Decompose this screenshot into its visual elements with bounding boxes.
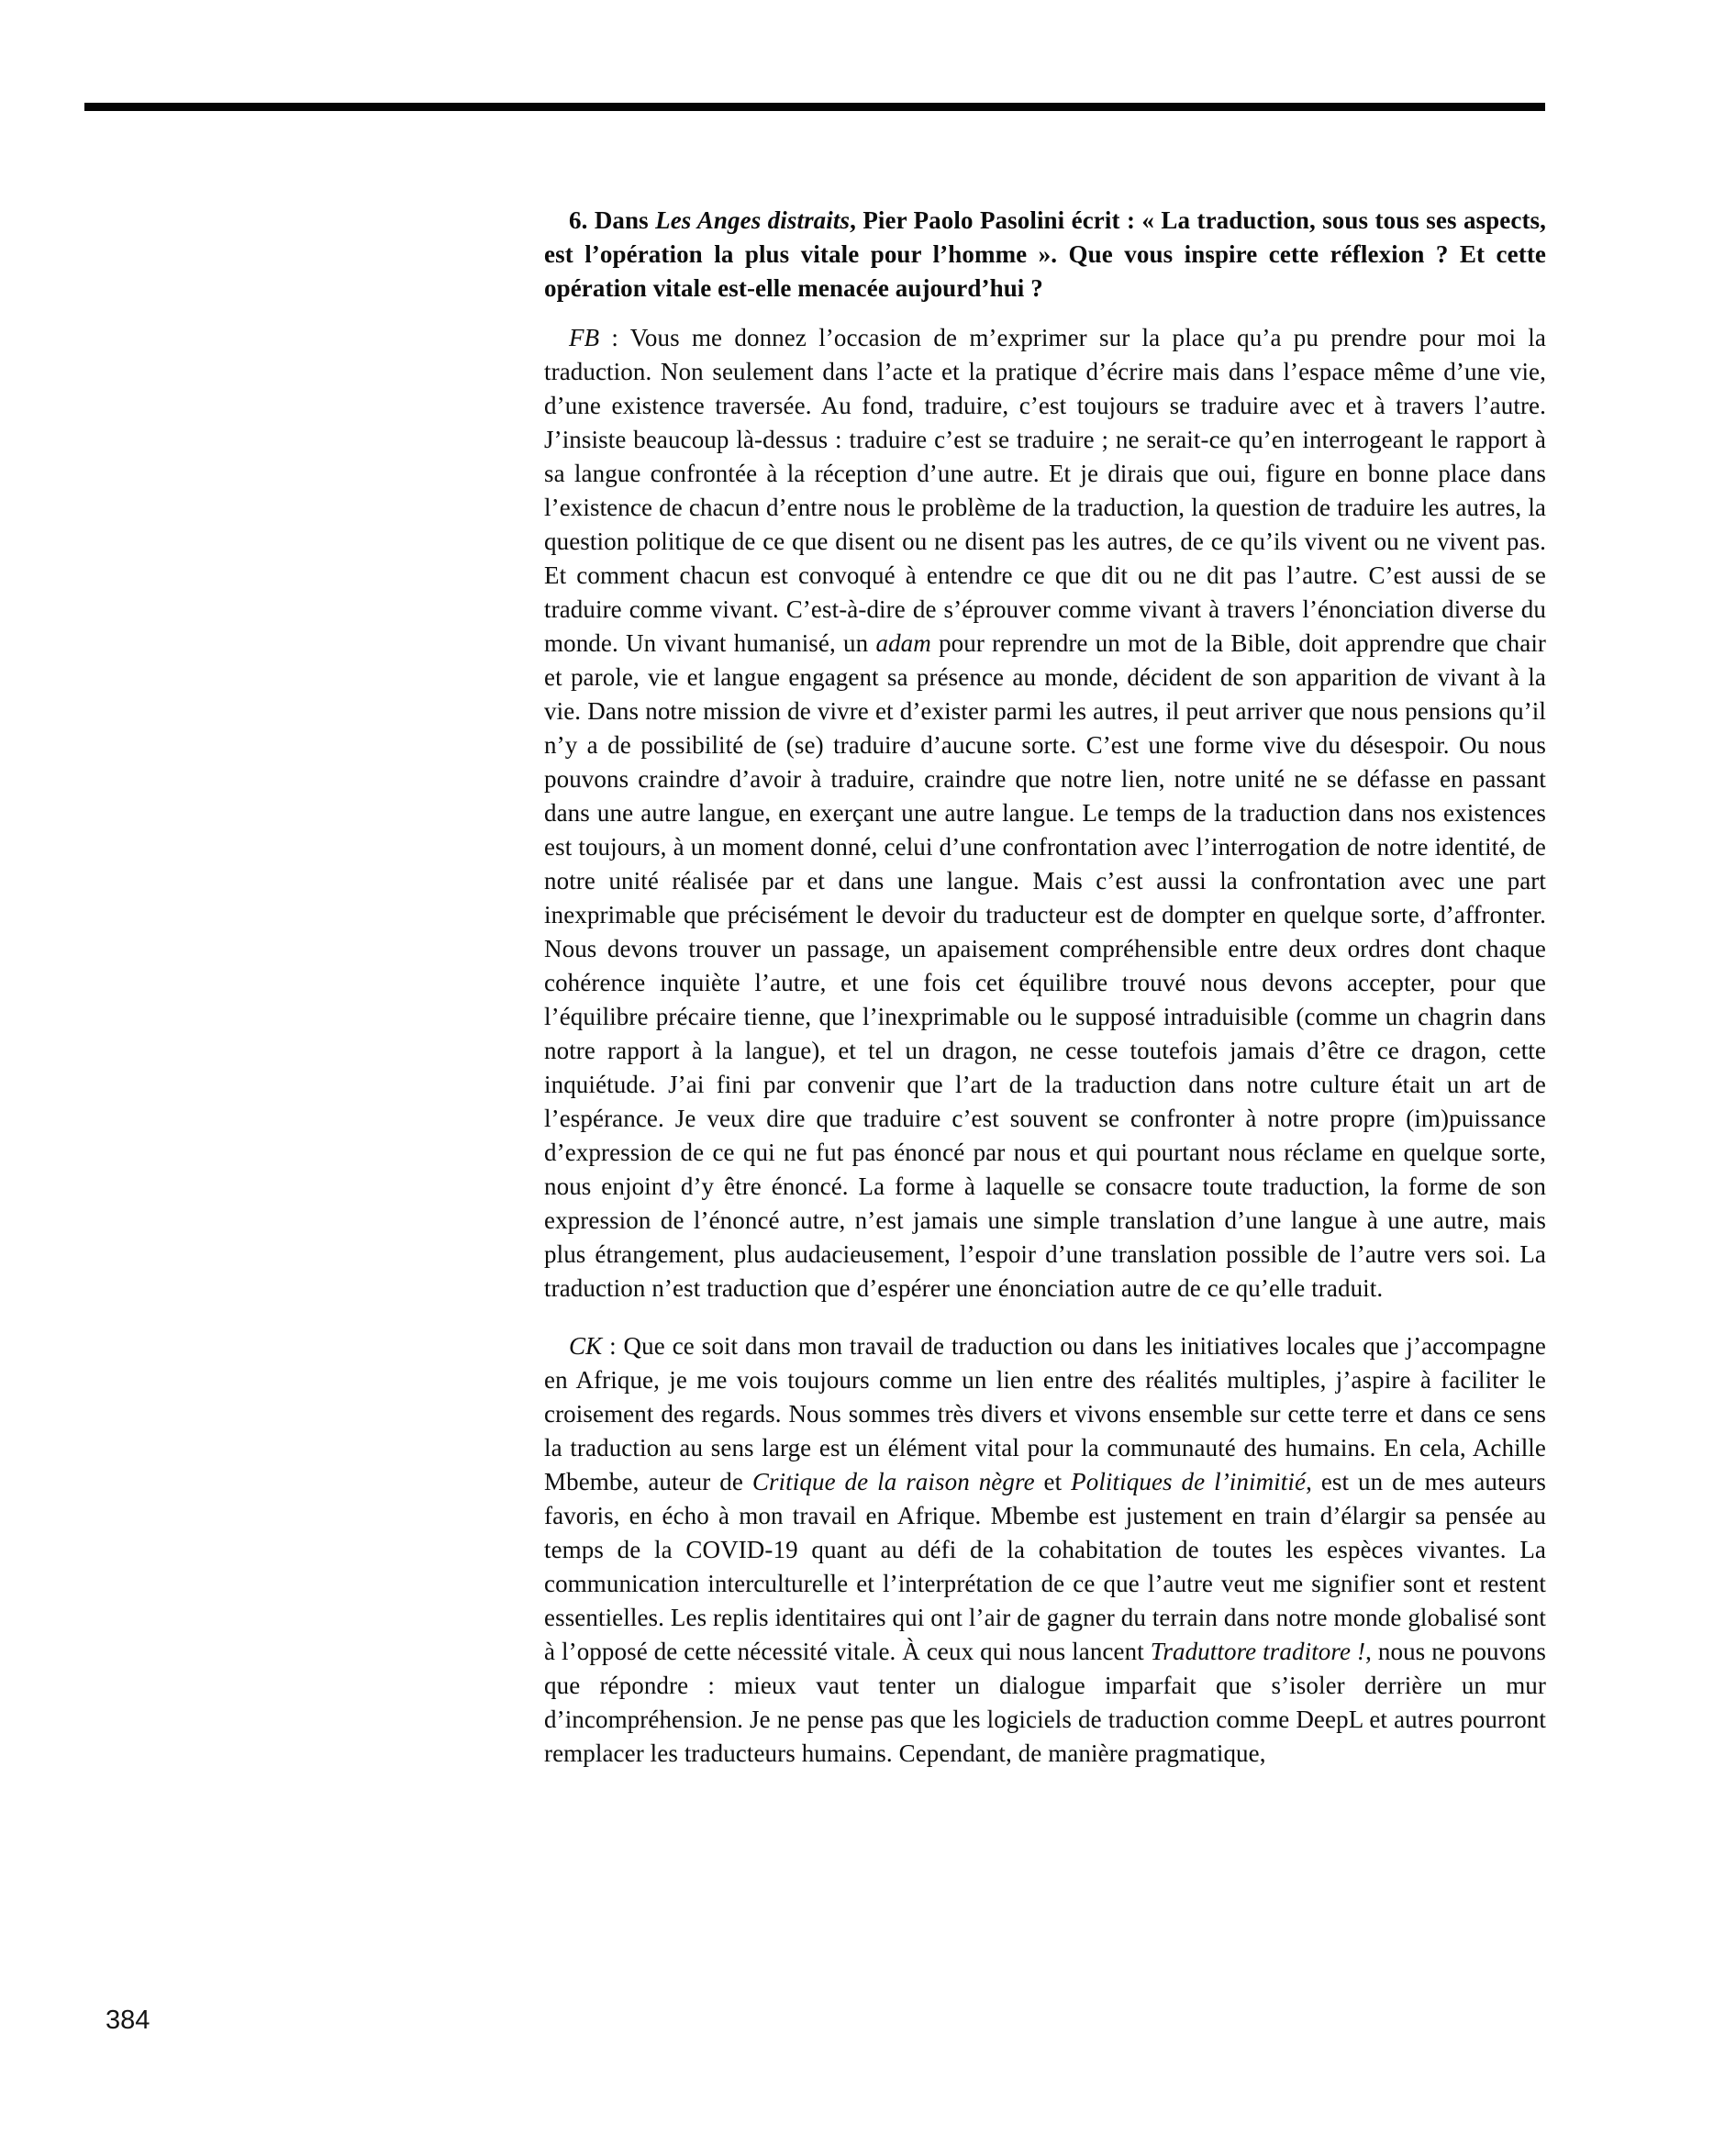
text-column [544,204,1546,1771]
interview-question: 6. Dans Les Anges distraits, Pier Paolo Pasolini écrit : « La traduction, sous tous ses aspects, est l’opération la plus vitale pour l’homme ». Que vous inspire cette réflexion ? Et cette opération vitale est-elle menacée aujourd’hui ? [544,206,1546,302]
page-number: 384 [106,2006,150,2035]
answer-paragraph-fb: FB : Vous me donnez l’occasion de m’exprimer sur la place qu’a pu prendre pour moi la traduction. Non seulement dans l’acte et la pratique d’écrire mais dans l’espace même d’une vie, d’une existence traversée. Au fond, traduire, c’est toujours se traduire avec et à travers l’autre. J’insiste beaucoup là-dessus : traduire c’est se traduire ; ne serait-ce qu’en interrogeant le rapport à sa langue confrontée à la réception d’une autre. Et je dirais que oui, figure en bonne place dans l’existence de chacun d’entre nous le problème de la traduction, la question de traduire les autres, la question politique de ce que disent ou ne disent pas les autres, de ce qu’ils vivent ou ne vivent pas. Et comment chacun est convoqué à entendre ce que dit ou ne dit pas l’autre. C’est aussi de se traduire comme vivant. C’est-à-dire de s’éprouver comme vivant à travers l’énonciation diverse du monde. Un vivant humanisé, un adam pour reprendre un mot de la Bible, doit apprendre que chair et parole, vie et langue engagent sa présence au monde, décident de son apparition de vivant à la vie. Dans notre mission de vivre et d’exister parmi les autres, il peut arriver que nous pensions qu’il n’y a de possibilité de (se) traduire d’aucune sorte. C’est une forme vive du désespoir. Ou nous pouvons craindre d’avoir à traduire, craindre que notre lien, notre unité ne se défasse en passant dans une autre langue, en exerçant une autre langue. Le temps de la traduction dans nos existences est toujours, à un moment donné, celui d’une confrontation avec l’interrogation de notre identité, de notre unité réalisée par et dans une langue. Mais c’est aussi la confrontation avec une part inexprimable que précisément le devoir du traducteur est de dompter en quelque sorte, d’affronter. Nous devons trouver un passage, un apaisement compréhensible entre deux ordres dont chaque cohérence inquiète l’autre, et une fois cet équilibre trouvé nous devons accepter, pour que l’équilibre précaire tienne, que l’inexprimable ou le supposé intraduisible (comme un chagrin dans notre rapport à la langue), et tel un dragon, ne cesse toutefois jamais d’être ce dragon, cette inquiétude. J’ai fini par convenir que l’art de la traduction dans notre culture était un art de l’espérance. Je veux dire que traduire c’est souvent se confronter à notre propre (im)puissance d’expression de ce qui ne fut pas énoncé par nous et qui pourtant nous réclame en quelque sorte, nous enjoint d’y être énoncé. La forme à laquelle se consacre toute traduction, la forme de son expression de l’énoncé autre, n’est jamais une simple translation d’une langue à une autre, mais plus étrangement, plus audacieusement, l’espoir d’une translation possible de l’autre vers soi. La traduction n’est traduction que d’espérer une énonciation autre de ce qu’elle traduit. [544,324,1547,1302]
answer-paragraph-ck: CK : Que ce soit dans mon travail de traduction ou dans les initiatives locales que j’accompagne en Afrique, je me vois toujours comme un lien entre des réalités multiples, j’aspire à faciliter le croisement des regards. Nous sommes très divers et vivons ensemble sur cette terre et dans ce sens la traduction au sens large est un élément vital pour la communauté des humains. En cela, Achille Mbembe, auteur de Critique de la raison nègre et Politiques de l’inimitié, est un de mes auteurs favoris, en écho à mon travail en Afrique. Mbembe est justement en train d’élargir sa pensée au temps de la COVID-19 quant au défi de la cohabitation de toutes les espèces vivantes. La communication interculturelle et l’interprétation de ce que l’autre veut me signifier sont et restent essentielles. Les replis identitaires qui ont l’air de gagner du terrain dans notre monde globalisé sont à l’opposé de cette nécessité vitale. À ceux qui nous lancent Traduttore traditore !, nous ne pouvons que répondre : mieux vaut tenter un dialogue imparfait que s’isoler derrière un mur d’incompréhension. Je ne pense pas que les logiciels de traduction comme DeepL et autres pourront remplacer les traducteurs humains. Cependant, de manière pragmatique, [544,1332,1547,1767]
top-rule [84,103,1545,111]
